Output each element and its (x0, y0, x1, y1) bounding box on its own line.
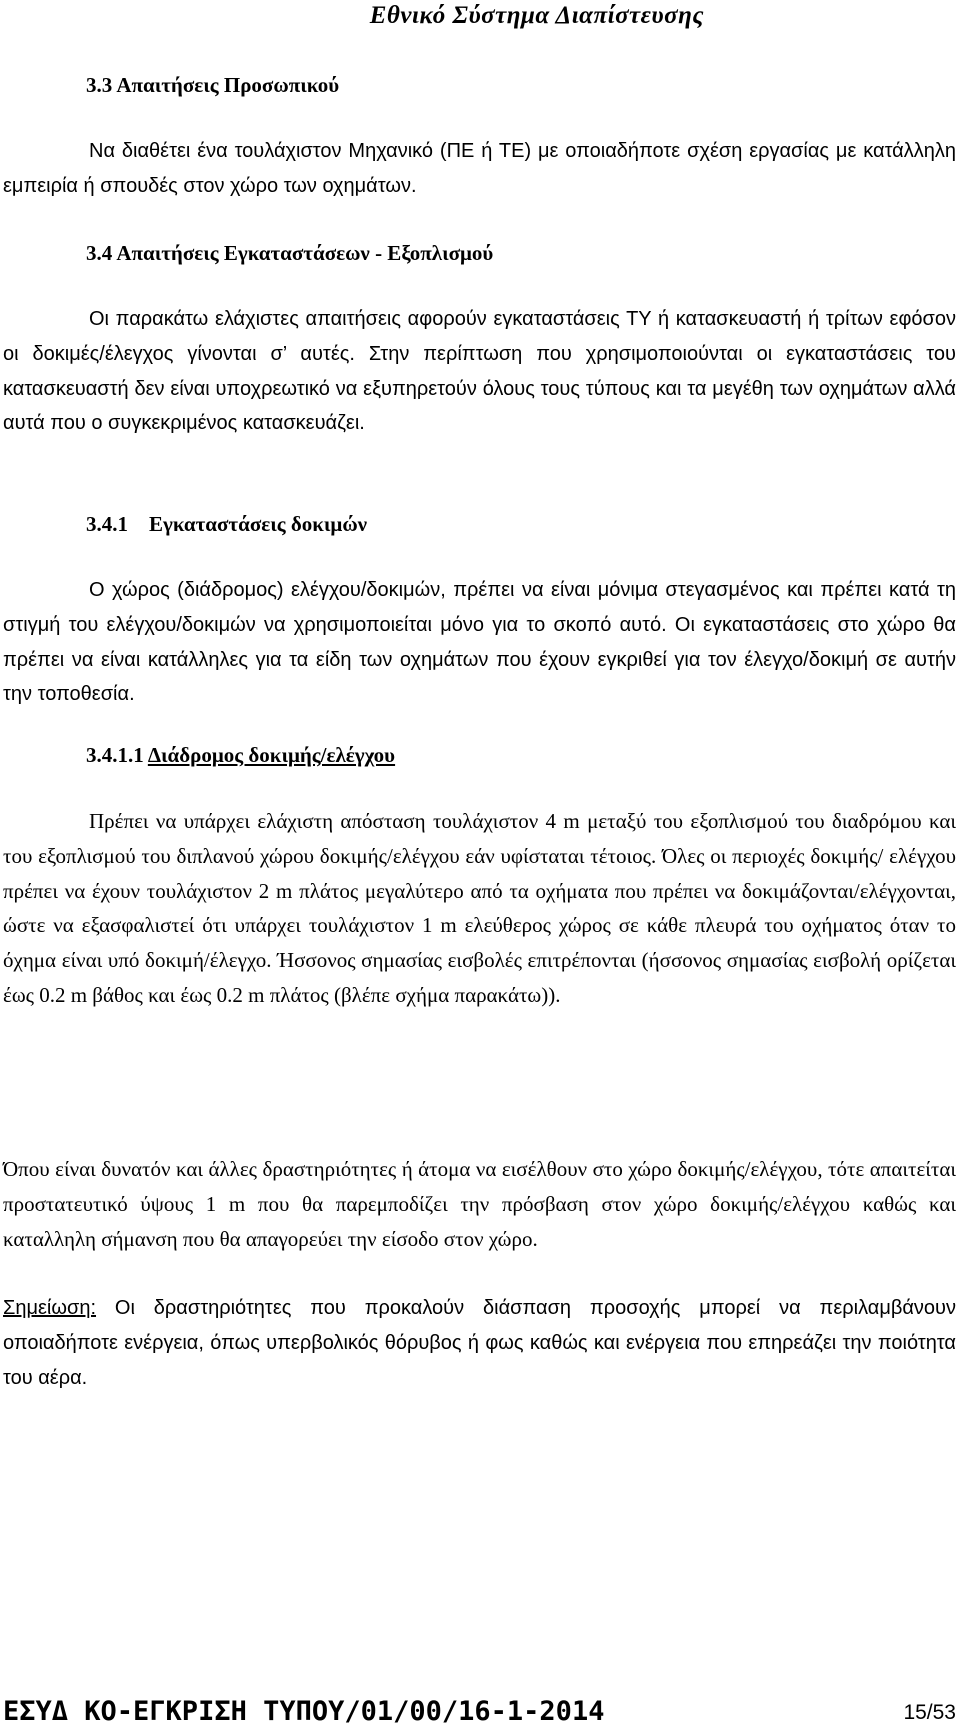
section-title: Διάδρομος δοκιμής/ελέγχου (147, 743, 396, 767)
paragraph-test-lane (3, 804, 956, 1013)
page-header (0, 2, 960, 30)
paragraph-personnel: Να διαθέτει ένα τουλάχιστον Μηχανικό (ΠΕ ή ΤΕ) με οποιαδήποτε σχέση εργασίας με κατάλληλη εμπειρία ή σπουδές στον χώρο των οχημάτων. (3, 140, 956, 197)
paragraph-test-facilities (3, 573, 956, 712)
paragraph-test-lane-text-1: Πρέπει να υπάρχει ελάχιστη απόσταση τουλάχιστον 4 m μεταξύ του εξοπλισμού του διαδρόμου και του εξοπλισμού του διπλανού χώρου δοκιμής/ελέγχου εάν υφίσταται τέτοιος. (3, 809, 956, 868)
paragraph-test-facilities-text-2: Οι εγκαταστάσεις στο χώρο θα πρέπει να είναι κατάλληλες για τα είδη των οχημάτων που έχουν εγκριθεί για τον έλεγχο/δοκιμή σε αυτήν την τοποθεσία. (3, 613, 956, 706)
section-number: 3.4.1.1 (86, 743, 144, 767)
paragraph-test-lane-text-3: Ήσσονος σημασίας εισβολές επιτρέπονται (ήσσονος σημασίας εισβολή ορίζεται έως 0.2 m βάθος και έως 0.2 m πλάτος (βλέπε σχήμα παρακάτω)). (3, 948, 956, 1007)
paragraph-test-facilities-text-1: Ο χώρος (διάδρομος) ελέγχου/δοκιμών, πρέπει να είναι μόνιμα στεγασμένος και πρέπει κατά τη στιγμή του ελέγχου/δοκιμών να χρησιμοποιείται μόνο για το σκοπό αυτό. (3, 579, 956, 636)
section-heading-3-4-1: 3.4.1 Εγκαταστάσεις δοκιμών (86, 512, 368, 536)
paragraph-facilities-manufacturer-text: Στην περίπτωση που χρησιμοποιούνται οι εγκαταστάσεις του κατασκευαστή δεν είναι υποχρεωτικό να εξυπηρετούν όλους τους τύπους και τα μεγέθη των οχημάτων αλλά αυτά που ο συγκεκριμένος κατασκευάζει. (3, 342, 956, 435)
section-heading-3-4: 3.4 Απαιτήσεις Εγκαταστάσεων - Εξοπλισμού (86, 241, 494, 265)
page-footer (3, 1693, 956, 1727)
paragraph-test-lane-text-2: Όλες οι περιοχές δοκιμής/ ελέγχου πρέπει να έχουν τουλάχιστον 2 m πλάτος μεγαλύτερο από τα οχήματα που πρέπει να δοκιμάζονται/ελέγχονται, ώστε να εξασφαλιστεί ότι υπάρχει τουλάχιστον 1 m ελεύθερος χώρος σε κάθε πλευρά του οχήματος όταν το όχημα είναι υπό δοκιμή/έλεγχο. (3, 843, 957, 973)
header-title: Εθνικό Σύστημα Διαπίστευσης (369, 2, 704, 29)
note-paragraph (3, 1291, 956, 1395)
paragraph-protective-barrier: Όπου είναι δυνατόν και άλλες δραστηριότητες ή άτομα να εισέλθουν στο χώρο δοκιμής/ελέγχου, τότε απαιτείται προστατευτικό ύψους 1 m που θα παρεμποδίζει την πρόσβαση στον χώρο δοκιμής/ελέγχου καθώς και καταλληλη σήμανση που θα απαγορεύει την είσοδο στον χώρο. (3, 1157, 956, 1251)
paragraph-facilities-intro (3, 302, 956, 441)
paragraph-facilities-intro-text: Οι παρακάτω ελάχιστες απαιτήσεις αφορούν εγκαταστάσεις ΤΥ ή κατασκευαστή ή τρίτων εφόσον οι δοκιμές/έλεγχος γίνονται σ’ αυτές. (3, 308, 956, 365)
section-heading-3-3: 3.3 Απαιτήσεις Προσωπικού (86, 73, 340, 97)
note-text: Οι δραστηριότητες που προκαλούν διάσπαση προσοχής μπορεί να περιλαμβάνουν οποιαδήποτε ενέργεια, όπως υπερβολικός θόρυβος ή φως καθώς και ενέργεια που επηρεάζει την ποιότητα του αέρα. (3, 1297, 956, 1389)
section-heading-3-4-1-1 (86, 743, 395, 768)
page-number: 15/53 (903, 1701, 956, 1724)
document-code: ΕΣΥΔ ΚΟ-ΕΓΚΡΙΣΗ ΤΥΠΟΥ/01/00/16-1-2014 (3, 1696, 605, 1727)
note-label: Σημείωση: (3, 1297, 97, 1319)
